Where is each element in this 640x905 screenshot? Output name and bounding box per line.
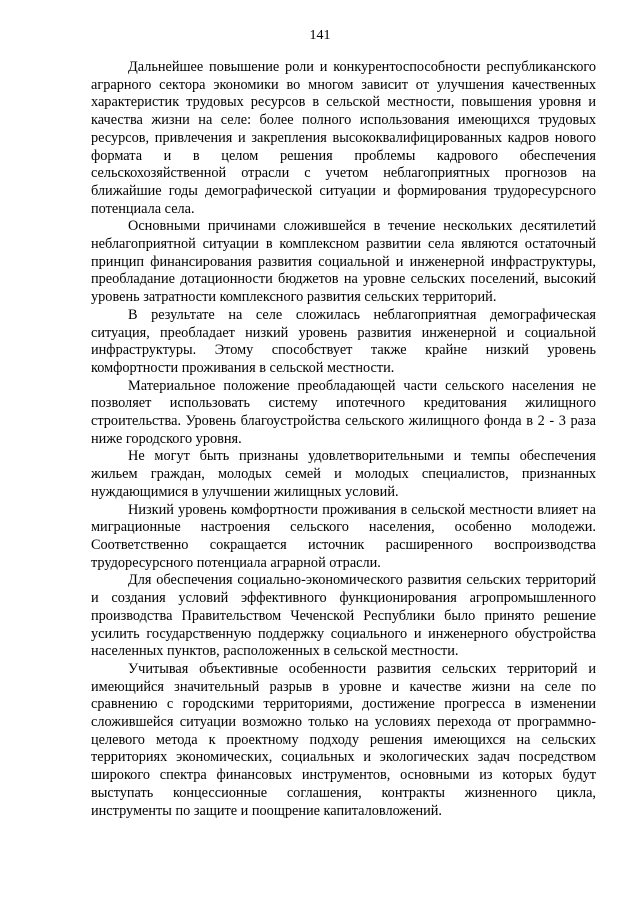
paragraph-8: Учитывая объективные особенности развития сельских территорий и имеющийся значительный разрыв в уровне и качестве жизни на селе по сравнению с городскими территориями, достижение прогресса в изменении сложившейся ситуации возможно только на условиях перехода от программно-целевого метода к проектному подходу решения имеющихся на сельских территориях экономических, социальных и экологических задач посредством широкого спектра финансовых инструментов, основными из которых будут выступать концессионные соглашения, контракты жизненного цикла, инструменты по защите и поощрение капиталовложений.	[91, 660, 596, 819]
page-number: 141	[309, 28, 331, 43]
paragraph-7: Для обеспечения социально-экономического развития сельских территорий и создания условий эффективного функционирования агропромышленного производства Правительством Чеченской Республики было принято решение усилить государственную поддержку социального и инженерного обустройства населенных пунктов, расположенных в сельской местности.	[91, 572, 596, 660]
paragraph-6: Низкий уровень комфортности проживания в сельской местности влияет на миграционные настроения сельского населения, особенно молодежи. Соответственно сокращается источник расширенного воспроизводства трудоресурсного потенциала аграрной отрасли.	[91, 501, 596, 571]
paragraph-4: Материальное положение преобладающей части сельского населения не позволяет использовать систему ипотечного кредитования жилищного строительства. Уровень благоустройства сельского жилищного фонда в 2 - 3 раза ниже городского уровня.	[91, 377, 596, 447]
paragraph-2: Основными причинами сложившейся в течение нескольких десятилетий неблагоприятной ситуации в комплексном развитии села являются остаточный принцип финансирования развития социальной и инженерной инфраструктуры, преобладание дотационности бюджетов на уровне сельских поселений, высокий уровень затратности комплексного развития сельских территорий.	[91, 218, 596, 306]
paragraph-5: Не могут быть признаны удовлетворительными и темпы обеспечения жильем граждан, молодых семей и молодых специалистов, признанных нуждающимися в улучшении жилищных условий.	[91, 448, 596, 500]
paragraph-3: В результате на селе сложилась неблагоприятная демографическая ситуация, преобладает низкий уровень развития инженерной и социальной инфраструктуры. Этому способствует также крайне низкий уровень комфортности проживания в сельской местности.	[91, 306, 596, 376]
paragraph-1: Дальнейшее повышение роли и конкурентоспособности республиканского аграрного сектора экономики во многом зависит от улучшения качественных характеристик трудовых ресурсов в сельской местности, повышения уровня и качества жизни на селе: более полного использования имеющихся трудовых ресурсов, привлечения и закрепления высококвалифицированных кадров нового формата и в целом решения проблемы кадрового обеспечения сельскохозяйственной отрасли с учетом неблагоприятных прогнозов на ближайшие годы демографической ситуации и формирования трудоресурсного потенциала села.	[91, 59, 596, 217]
document-body	[91, 59, 596, 820]
